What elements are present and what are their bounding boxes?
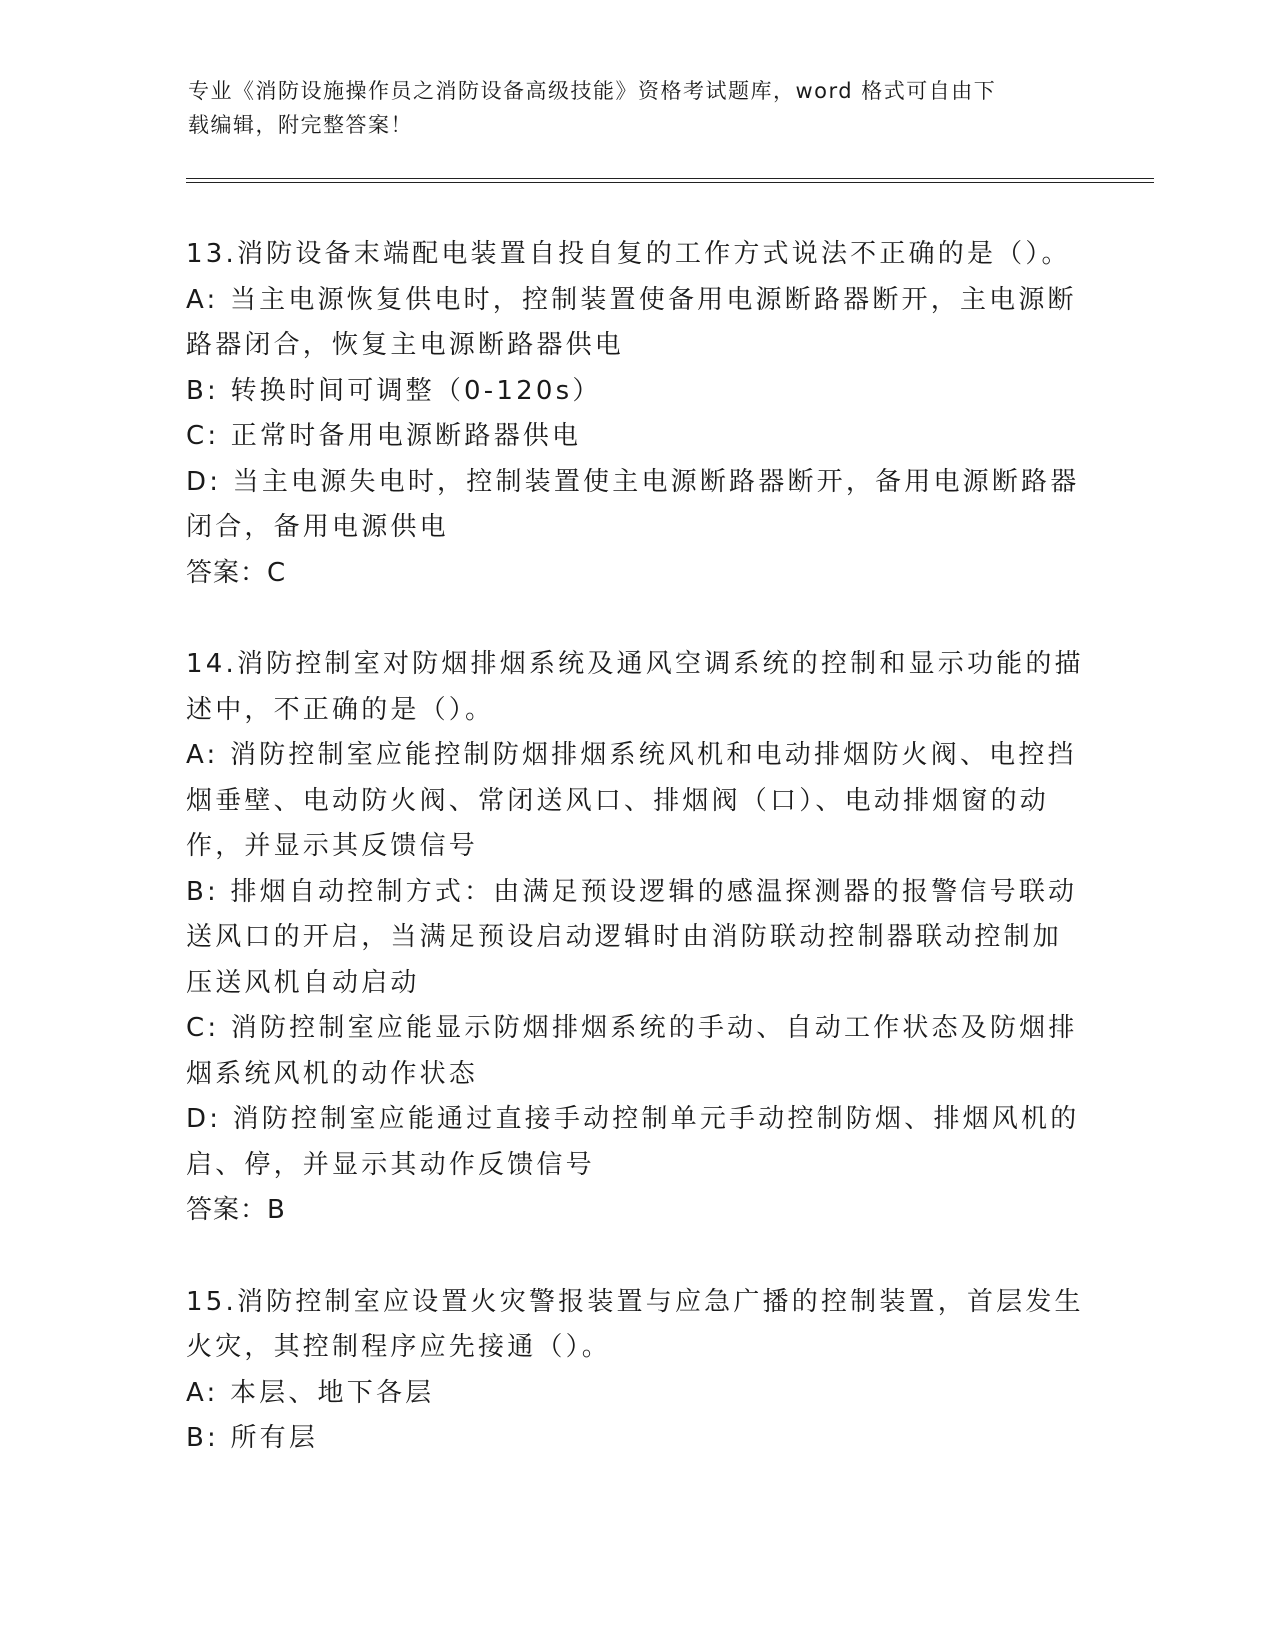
option-text: B: 转换时间可调整（0-120s）: [186, 375, 602, 406]
question-stem: 13.消防设备末端配电装置自投自复的工作方式说法不正确的是（）。: [186, 239, 1071, 269]
answer-label: 答案：C: [186, 557, 287, 588]
option-text: 启、停，并显示其动作反馈信号: [186, 1149, 595, 1180]
question-stem: 述中，不正确的是（）。: [186, 694, 495, 725]
question-13: [186, 232, 1086, 596]
document-header: [188, 74, 1068, 142]
option-d: [186, 460, 1086, 551]
option-text: 送风口的开启，当满足预设启动逻辑时由消防联动控制器联动控制加: [186, 922, 1063, 952]
question-stem: 15.消防控制室应设置火灾警报装置与应急广播的控制装置，首层发生: [186, 1286, 1084, 1317]
header-line: 专业《消防设施操作员之消防设备高级技能》资格考试题库，word 格式可自由下: [188, 79, 997, 103]
header-line: 载编辑，附完整答案！: [188, 113, 413, 137]
question-15: [186, 1280, 1086, 1462]
option-a: [186, 1371, 1086, 1417]
question-spacer: [186, 1234, 1086, 1280]
option-a: [186, 278, 1086, 369]
question-14: [186, 642, 1086, 1234]
option-text: 作，并显示其反馈信号: [186, 831, 479, 861]
question-list: [186, 232, 1086, 1462]
option-b: [186, 1416, 1086, 1462]
answer-label: 答案：B: [186, 1195, 286, 1225]
option-text: 压送风机自动启动: [186, 967, 420, 998]
option-c: [186, 414, 1086, 460]
header-divider: [186, 182, 1154, 183]
option-d: [186, 1097, 1086, 1188]
option-text: 烟垂壁、电动防火阀、常闭送风口、排烟阀（口）、电动排烟窗的动: [186, 785, 1050, 816]
option-text: D: 消防控制室应能通过直接手动控制单元手动控制防烟、排烟风机的: [186, 1104, 1080, 1134]
option-text: A: 消防控制室应能控制防烟排烟系统风机和电动排烟防火阀、电控挡: [186, 740, 1077, 770]
option-text: B: 所有层: [186, 1423, 319, 1453]
option-text: D: 当主电源失电时，控制装置使主电源断路器断开，备用电源断路器: [186, 466, 1080, 497]
option-text: 闭合，备用电源供电: [186, 512, 449, 542]
option-text: B: 排烟自动控制方式：由满足预设逻辑的感温探测器的报警信号联动: [186, 876, 1078, 907]
option-text: C: 正常时备用电源断路器供电: [186, 421, 582, 451]
option-text: A: 本层、地下各层: [186, 1377, 435, 1408]
option-text: A: 当主电源恢复供电时，控制装置使备用电源断路器断开，主电源断: [186, 284, 1077, 315]
option-text: 烟系统风机的动作状态: [186, 1058, 479, 1089]
option-text: 路器闭合，恢复主电源断路器供电: [186, 330, 625, 360]
option-b: [186, 870, 1086, 1007]
option-a: [186, 733, 1086, 870]
header-divider: [186, 178, 1154, 179]
option-c: [186, 1006, 1086, 1097]
option-text: C: 消防控制室应能显示防烟排烟系统的手动、自动工作状态及防烟排: [186, 1013, 1078, 1043]
question-stem: 火灾，其控制程序应先接通（）。: [186, 1332, 612, 1362]
question-stem: 14.消防控制室对防烟排烟系统及通风空调系统的控制和显示功能的描: [186, 649, 1084, 679]
option-b: [186, 369, 1086, 415]
question-spacer: [186, 596, 1086, 642]
